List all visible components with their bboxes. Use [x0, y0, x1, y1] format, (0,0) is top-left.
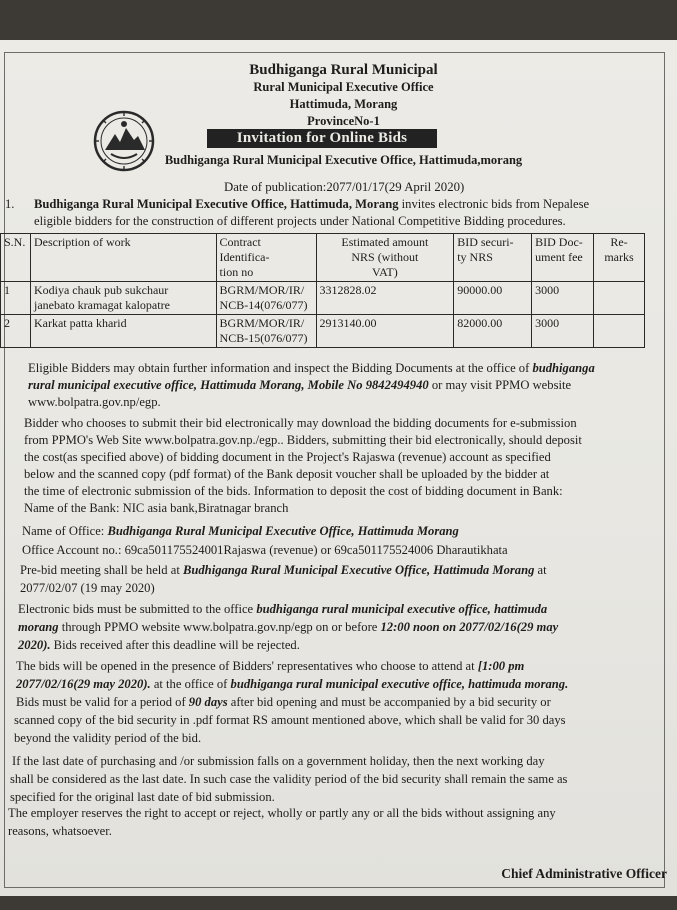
text: budhiganga rural municipal executive office, hattimuda — [256, 602, 548, 616]
para7-line-3: beyond the validity period of the bid. — [14, 731, 202, 745]
table-header-row — [1, 234, 645, 282]
row-estimate: 3312828.02 — [316, 282, 454, 315]
intro-text: invites electronic bids from Nepalese — [398, 197, 590, 211]
row-remarks — [594, 315, 645, 348]
row-sn: 2 — [1, 315, 31, 348]
row-remarks — [594, 282, 645, 315]
org-name: Budhiganga Rural Municipal — [249, 62, 438, 78]
row-sn: 1 — [1, 282, 31, 315]
para7-line-1 — [16, 694, 551, 710]
text: budhiganga rural municipal executive office, hattimuda morang. — [230, 677, 569, 691]
text: morang — [18, 620, 59, 634]
para4-line-1 — [20, 562, 547, 578]
intro-bold: Budhiganga Rural Municipal Executive Office, Hattimuda, Morang — [34, 197, 399, 211]
text: Name of Office: — [22, 524, 108, 538]
text: Pre-bid meeting shall be held at — [20, 563, 183, 577]
table-row — [1, 315, 645, 348]
header-contract: Contract Identifica- tion no — [216, 234, 316, 282]
para6-line-2 — [16, 676, 568, 692]
para3-line-3: the cost(as specified above) of bidding document in the Project's Rajaswa (revenue) account as specified — [24, 450, 551, 464]
para7-line-2: scanned copy of the bid security in .pdf format RS amount mentioned above, which shall be valid for 30 days — [14, 713, 566, 727]
text: Electronic bids must be submitted to the office — [18, 602, 257, 616]
signature-title: Chief Administrative Officer — [501, 866, 667, 881]
row-doc-fee: 3000 — [532, 315, 594, 348]
row-doc-fee: 3000 — [532, 282, 594, 315]
text: Bids must be valid for a period of — [16, 695, 189, 709]
para3-line-8: Office Account no.: 69ca501175524001Rajaswa (revenue) or 69ca501175524006 Dharautikhata — [22, 543, 508, 557]
para3-line-2: from PPMO's Web Site www.bolpatra.gov.np./egp.. Bidders, submitting their bid electronically, should deposit — [24, 433, 582, 447]
row-contract-id: BGRM/MOR/IR/ NCB-14(076/077) — [216, 282, 316, 315]
header-estimate: Estimated amount NRS (without VAT) — [316, 234, 454, 282]
row-description: Karkat patta kharid — [30, 315, 216, 348]
location: Hattimuda, Morang — [289, 97, 398, 111]
para9-line-2: reasons, whatsoever. — [8, 824, 112, 838]
table-row — [1, 282, 645, 315]
invitation-banner: Invitation for Online Bids — [207, 129, 437, 148]
intro-line-2: eligible bidders for the construction of different projects under National Competitive Bidding procedures. — [34, 214, 566, 228]
para2-line-3: www.bolpatra.gov.np/egp. — [28, 395, 161, 409]
text: [1:00 pm — [477, 659, 525, 673]
para4-line-2: 2077/02/07 (19 may 2020) — [20, 581, 155, 595]
text: Bids received after this deadline will be rejected. — [50, 638, 300, 652]
intro-number: 1. — [5, 197, 15, 211]
bids-table — [0, 233, 645, 348]
text: at the office of — [150, 677, 231, 691]
row-description: Kodiya chauk pub sukchaur janebato kramagat kalopatre — [30, 282, 216, 315]
intro-line-1 — [34, 196, 589, 212]
province: ProvinceNo-1 — [307, 114, 380, 128]
text: Eligible Bidders may obtain further information and inspect the Bidding Documents at the office of — [28, 361, 533, 375]
para9-line-1: The employer reserves the right to accept or reject, wholly or partly any or all the bids without assigning any — [8, 806, 556, 820]
office-name: Rural Municipal Executive Office — [253, 80, 434, 94]
text: 2020). — [18, 638, 51, 652]
header-security: BID securi- ty NRS — [454, 234, 532, 282]
notice-paper — [0, 40, 677, 896]
para8-line-1: If the last date of purchasing and /or submission falls on a government holiday, then the next working day — [12, 754, 545, 768]
para3-line-4: below and the scanned copy (pdf format) of the Bank deposit voucher shall be uploaded by the bidder at — [24, 467, 550, 481]
text: at — [534, 563, 547, 577]
row-contract-id: BGRM/MOR/IR/ NCB-15(076/077) — [216, 315, 316, 348]
text: 2077/02/16(29 may 2020). — [16, 677, 151, 691]
para3-line-5: the time of electronic submission of the bids. Information to deposit the cost of bidding document in Bank: — [24, 484, 563, 498]
para8-line-2: shall be considered as the last date. In such case the validity period of the bid security shall remain the same as — [10, 772, 568, 786]
para3-line-7 — [22, 523, 459, 539]
text: 12:00 noon on 2077/02/16(29 may — [380, 620, 559, 634]
text: 90 days — [188, 695, 228, 709]
para2-line-1 — [28, 360, 595, 376]
para5-line-2 — [18, 619, 558, 635]
para3-line-6: Name of the Bank: NIC asia bank,Biratnagar branch — [24, 501, 289, 515]
header-description: Description of work — [30, 234, 216, 282]
text: Budhiganga Rural Municipal Executive Office, Hattimuda Morang — [182, 563, 535, 577]
header-sn: S.N. — [1, 234, 31, 282]
header-remarks: Re- marks — [594, 234, 645, 282]
para8-line-3: specified for the original last date of bid submission. — [10, 790, 275, 804]
header-doc-fee: BID Doc- ument fee — [532, 234, 594, 282]
text: The bids will be opened in the presence of Bidders' representatives who choose to attend at — [16, 659, 478, 673]
publication-date: Date of publication:2077/01/17(29 April 2020) — [224, 180, 465, 194]
para3-line-1: Bidder who chooses to submit their bid electronically may download the bidding documents for e-submission — [24, 416, 577, 430]
row-estimate: 2913140.00 — [316, 315, 454, 348]
row-security: 82000.00 — [454, 315, 532, 348]
text: after bid opening and must be accompanied by a bid security or — [227, 695, 551, 709]
text: budhiganga — [532, 361, 595, 375]
subtitle: Budhiganga Rural Municipal Executive Office, Hattimuda,morang — [164, 153, 523, 167]
para6-line-1 — [16, 658, 524, 674]
text: through PPMO website www.bolpatra.gov.np/egp on or before — [58, 620, 381, 634]
text: Budhiganga Rural Municipal Executive Office, Hattimuda Morang — [107, 524, 459, 538]
para5-line-3 — [18, 637, 300, 653]
para5-line-1 — [18, 601, 547, 617]
para2-line-2 — [28, 377, 571, 393]
text: or may visit PPMO website — [428, 378, 572, 392]
text: rural municipal executive office, Hattimuda Morang, Mobile No 9842494940 — [28, 378, 429, 392]
row-security: 90000.00 — [454, 282, 532, 315]
